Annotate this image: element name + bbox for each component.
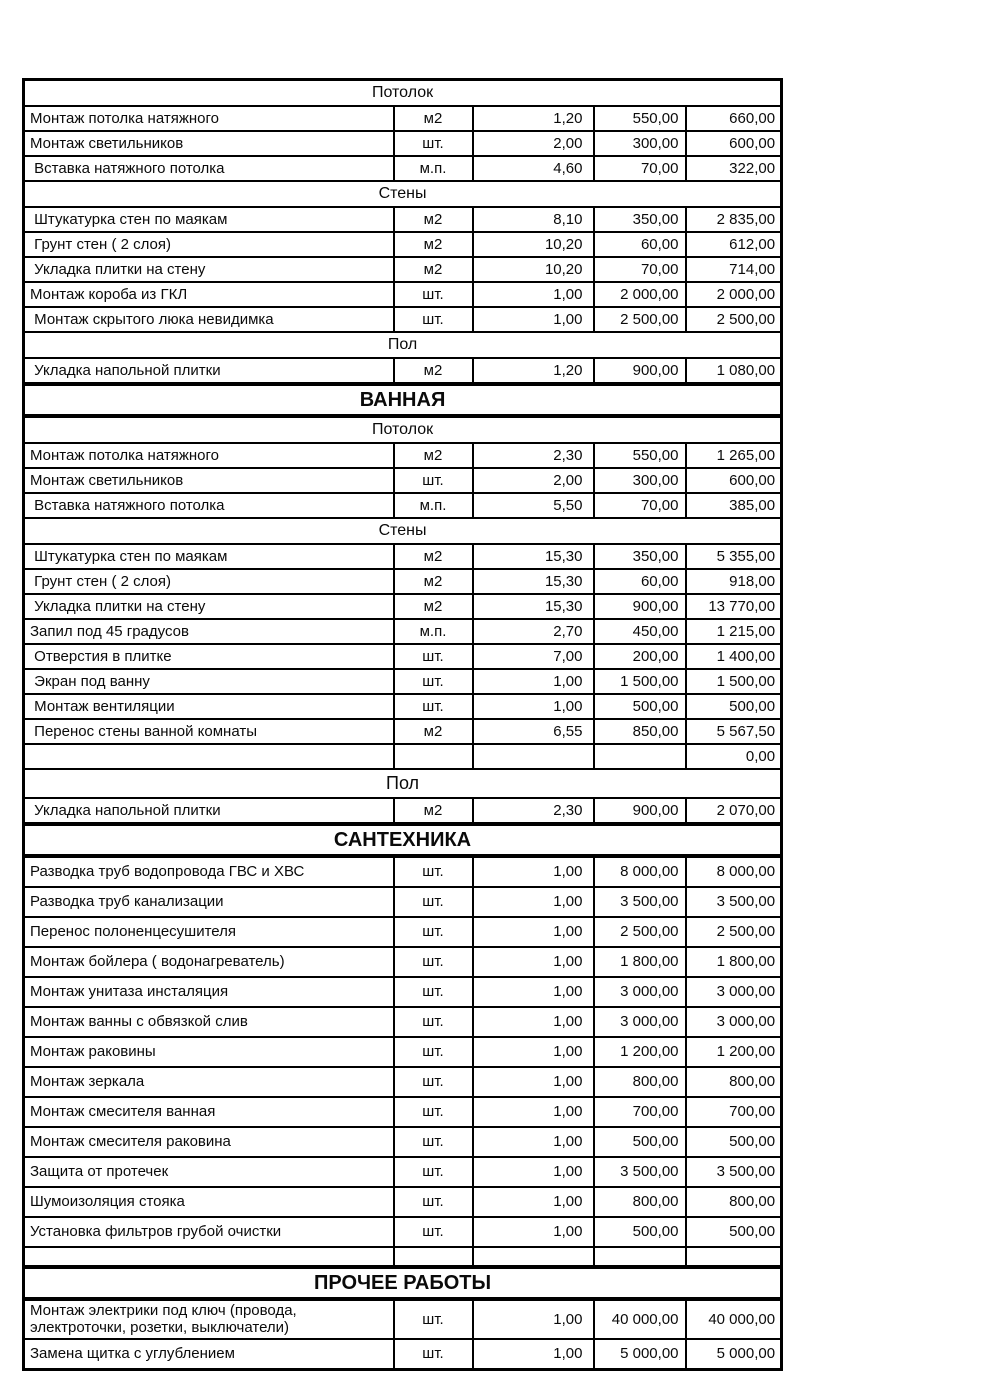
table-row xyxy=(24,694,782,719)
cell-qty: 1,00 xyxy=(473,1127,594,1157)
cell-name: Укладка напольной плитки xyxy=(24,358,394,384)
cell-name xyxy=(24,1247,394,1267)
cell-price: 8 000,00 xyxy=(594,856,686,887)
cell-total xyxy=(686,1247,782,1267)
cell-total: 500,00 xyxy=(686,694,782,719)
header-label: Пол xyxy=(24,769,782,798)
cell-price: 3 500,00 xyxy=(594,1157,686,1187)
cell-total: 2 500,00 xyxy=(686,307,782,332)
cell-total: 13 770,00 xyxy=(686,594,782,619)
cell-total: 1 200,00 xyxy=(686,1037,782,1067)
table-row xyxy=(24,1299,782,1339)
table-row xyxy=(24,307,782,332)
table-row xyxy=(24,644,782,669)
cell-name: Перенос стены ванной комнаты xyxy=(24,719,394,744)
cell-name: Монтаж потолка натяжного xyxy=(24,106,394,131)
table-row xyxy=(24,1339,782,1370)
cell-unit: м.п. xyxy=(394,493,473,518)
cell-total: 2 000,00 xyxy=(686,282,782,307)
cell-total: 322,00 xyxy=(686,156,782,181)
table-row xyxy=(24,744,782,769)
cell-total: 1 400,00 xyxy=(686,644,782,669)
table-row xyxy=(24,1097,782,1127)
cell-name: Штукатурка стен по маякам xyxy=(24,544,394,569)
cell-price: 1 200,00 xyxy=(594,1037,686,1067)
cell-unit: м2 xyxy=(394,257,473,282)
cell-unit: шт. xyxy=(394,669,473,694)
cell-name: Монтаж бойлера ( водонагреватель) xyxy=(24,947,394,977)
cell-qty: 2,70 xyxy=(473,619,594,644)
cell-name: Вставка натяжного потолка xyxy=(24,156,394,181)
cell-price xyxy=(594,744,686,769)
group-header-row xyxy=(24,332,782,358)
cell-price: 350,00 xyxy=(594,207,686,232)
cell-unit: шт. xyxy=(394,1187,473,1217)
cell-unit: шт. xyxy=(394,1037,473,1067)
cell-price: 40 000,00 xyxy=(594,1299,686,1339)
cell-price: 3 000,00 xyxy=(594,1007,686,1037)
table-row xyxy=(24,856,782,887)
cell-qty: 1,00 xyxy=(473,1339,594,1370)
group-header-row xyxy=(24,769,782,798)
cell-unit: шт. xyxy=(394,977,473,1007)
cell-unit: м2 xyxy=(394,207,473,232)
table-row xyxy=(24,798,782,824)
cell-qty: 1,00 xyxy=(473,282,594,307)
cell-qty: 15,30 xyxy=(473,544,594,569)
cell-name: Грунт стен ( 2 слоя) xyxy=(24,569,394,594)
cell-name: Разводка труб водопровода ГВС и ХВС xyxy=(24,856,394,887)
table-row xyxy=(24,887,782,917)
header-label: Стены xyxy=(24,518,782,544)
cell-unit: шт. xyxy=(394,468,473,493)
cell-unit: м2 xyxy=(394,569,473,594)
cell-price: 2 500,00 xyxy=(594,307,686,332)
cell-unit: шт. xyxy=(394,1339,473,1370)
cell-qty: 1,20 xyxy=(473,358,594,384)
cell-unit: шт. xyxy=(394,887,473,917)
cell-qty: 1,00 xyxy=(473,1299,594,1339)
table-row xyxy=(24,232,782,257)
cell-total: 1 265,00 xyxy=(686,443,782,468)
cell-qty: 1,00 xyxy=(473,1097,594,1127)
cell-price: 3 000,00 xyxy=(594,977,686,1007)
cell-name: Экран под ванну xyxy=(24,669,394,694)
cell-qty: 1,00 xyxy=(473,856,594,887)
cell-name: Монтаж потолка натяжного xyxy=(24,443,394,468)
cell-unit: м.п. xyxy=(394,156,473,181)
cell-qty xyxy=(473,744,594,769)
cell-qty: 15,30 xyxy=(473,569,594,594)
cell-unit: шт. xyxy=(394,694,473,719)
cell-name: Штукатурка стен по маякам xyxy=(24,207,394,232)
table-row xyxy=(24,1127,782,1157)
cell-name: Замена щитка с углублением xyxy=(24,1339,394,1370)
cell-name: Защита от протечек xyxy=(24,1157,394,1187)
cell-name: Монтаж унитаза инсталяция xyxy=(24,977,394,1007)
table-row xyxy=(24,947,782,977)
cell-unit: шт. xyxy=(394,947,473,977)
cell-total: 800,00 xyxy=(686,1067,782,1097)
cell-qty: 2,30 xyxy=(473,443,594,468)
cell-total: 918,00 xyxy=(686,569,782,594)
cell-unit: шт. xyxy=(394,1127,473,1157)
cell-qty: 7,00 xyxy=(473,644,594,669)
cell-name: Вставка натяжного потолка xyxy=(24,493,394,518)
cell-qty: 1,00 xyxy=(473,917,594,947)
table-row xyxy=(24,1157,782,1187)
cell-unit: м2 xyxy=(394,106,473,131)
cell-total: 3 500,00 xyxy=(686,1157,782,1187)
header-label: САНТЕХНИКА xyxy=(24,824,782,856)
section-header-row xyxy=(24,1267,782,1299)
cell-unit: шт. xyxy=(394,856,473,887)
cell-qty: 1,00 xyxy=(473,669,594,694)
cell-price: 550,00 xyxy=(594,106,686,131)
cell-name: Укладка плитки на стену xyxy=(24,594,394,619)
cell-qty: 1,00 xyxy=(473,1037,594,1067)
cell-price: 3 500,00 xyxy=(594,887,686,917)
table-row xyxy=(24,1247,782,1267)
cell-total: 660,00 xyxy=(686,106,782,131)
cell-unit: м2 xyxy=(394,719,473,744)
cell-unit: шт. xyxy=(394,644,473,669)
cell-price: 450,00 xyxy=(594,619,686,644)
cell-total: 2 070,00 xyxy=(686,798,782,824)
cell-price xyxy=(594,1247,686,1267)
cell-unit: шт. xyxy=(394,1097,473,1127)
cell-unit: м2 xyxy=(394,232,473,257)
table-row xyxy=(24,619,782,644)
cell-qty: 1,20 xyxy=(473,106,594,131)
cell-qty: 8,10 xyxy=(473,207,594,232)
cell-price: 500,00 xyxy=(594,1217,686,1247)
cell-total: 385,00 xyxy=(686,493,782,518)
cell-price: 500,00 xyxy=(594,694,686,719)
cell-total: 800,00 xyxy=(686,1187,782,1217)
cell-price: 70,00 xyxy=(594,493,686,518)
cell-qty: 10,20 xyxy=(473,232,594,257)
table-row xyxy=(24,569,782,594)
cell-total: 600,00 xyxy=(686,468,782,493)
table-row xyxy=(24,719,782,744)
table-row xyxy=(24,917,782,947)
header-label: ВАННАЯ xyxy=(24,384,782,416)
cell-qty: 5,50 xyxy=(473,493,594,518)
cell-name: Установка фильтров грубой очистки xyxy=(24,1217,394,1247)
table-row xyxy=(24,358,782,384)
cell-unit: м.п. xyxy=(394,619,473,644)
cell-price: 1 500,00 xyxy=(594,669,686,694)
cell-total: 40 000,00 xyxy=(686,1299,782,1339)
cell-qty: 10,20 xyxy=(473,257,594,282)
cell-qty: 6,55 xyxy=(473,719,594,744)
cell-price: 350,00 xyxy=(594,544,686,569)
table-row xyxy=(24,493,782,518)
header-label: ПРОЧЕЕ РАБОТЫ xyxy=(24,1267,782,1299)
cell-unit: шт. xyxy=(394,131,473,156)
cell-price: 700,00 xyxy=(594,1097,686,1127)
cell-unit: м2 xyxy=(394,358,473,384)
table-row xyxy=(24,1067,782,1097)
estimate-table xyxy=(22,78,783,1371)
cell-qty: 2,00 xyxy=(473,468,594,493)
cell-total: 600,00 xyxy=(686,131,782,156)
cell-unit: шт. xyxy=(394,1217,473,1247)
cell-total: 500,00 xyxy=(686,1127,782,1157)
cell-qty: 4,60 xyxy=(473,156,594,181)
cell-price: 60,00 xyxy=(594,232,686,257)
cell-total: 1 080,00 xyxy=(686,358,782,384)
section-header-row xyxy=(24,384,782,416)
cell-price: 70,00 xyxy=(594,257,686,282)
group-header-row xyxy=(24,416,782,443)
cell-total: 3 000,00 xyxy=(686,1007,782,1037)
cell-total: 714,00 xyxy=(686,257,782,282)
cell-name: Запил под 45 градусов xyxy=(24,619,394,644)
header-label: Потолок xyxy=(24,416,782,443)
cell-name: Перенос полоненцесушителя xyxy=(24,917,394,947)
cell-price: 800,00 xyxy=(594,1187,686,1217)
cell-unit: м2 xyxy=(394,594,473,619)
table-row xyxy=(24,156,782,181)
cell-total: 500,00 xyxy=(686,1217,782,1247)
cell-unit: м2 xyxy=(394,443,473,468)
cell-name: Монтаж вентиляции xyxy=(24,694,394,719)
cell-price: 900,00 xyxy=(594,594,686,619)
cell-name: Разводка труб канализации xyxy=(24,887,394,917)
cell-total: 612,00 xyxy=(686,232,782,257)
cell-qty: 2,00 xyxy=(473,131,594,156)
cell-total: 5 567,50 xyxy=(686,719,782,744)
cell-name: Отверстия в плитке xyxy=(24,644,394,669)
cell-unit: шт. xyxy=(394,307,473,332)
cell-unit: м2 xyxy=(394,798,473,824)
cell-qty: 1,00 xyxy=(473,1157,594,1187)
cell-qty xyxy=(473,1247,594,1267)
group-header-row xyxy=(24,518,782,544)
table-row xyxy=(24,207,782,232)
table-row xyxy=(24,106,782,131)
cell-price: 5 000,00 xyxy=(594,1339,686,1370)
table-row xyxy=(24,544,782,569)
cell-unit xyxy=(394,1247,473,1267)
cell-qty: 1,00 xyxy=(473,1067,594,1097)
table-row xyxy=(24,257,782,282)
cell-unit: м2 xyxy=(394,544,473,569)
cell-price: 850,00 xyxy=(594,719,686,744)
cell-name: Монтаж смесителя ванная xyxy=(24,1097,394,1127)
cell-name: Монтаж электрики под ключ (провода, электроточки, розетки, выключатели) xyxy=(24,1299,394,1339)
cell-qty: 1,00 xyxy=(473,1007,594,1037)
cell-price: 200,00 xyxy=(594,644,686,669)
cell-qty: 15,30 xyxy=(473,594,594,619)
table-row xyxy=(24,977,782,1007)
cell-price: 1 800,00 xyxy=(594,947,686,977)
cell-price: 2 000,00 xyxy=(594,282,686,307)
cell-name: Монтаж смесителя раковина xyxy=(24,1127,394,1157)
cell-name: Монтаж ванны с обвязкой слив xyxy=(24,1007,394,1037)
cell-name xyxy=(24,744,394,769)
cell-name: Монтаж раковины xyxy=(24,1037,394,1067)
cell-total: 1 500,00 xyxy=(686,669,782,694)
cell-name: Монтаж короба из ГКЛ xyxy=(24,282,394,307)
group-header-row xyxy=(24,80,782,107)
cell-price: 2 500,00 xyxy=(594,917,686,947)
group-header-row xyxy=(24,181,782,207)
cell-price: 550,00 xyxy=(594,443,686,468)
header-label: Стены xyxy=(24,181,782,207)
cell-qty: 2,30 xyxy=(473,798,594,824)
table-row xyxy=(24,1007,782,1037)
cell-name: Монтаж скрытого люка невидимка xyxy=(24,307,394,332)
cell-total: 0,00 xyxy=(686,744,782,769)
table-row xyxy=(24,443,782,468)
table-row xyxy=(24,1217,782,1247)
cell-name: Шумоизоляция стояка xyxy=(24,1187,394,1217)
cell-price: 300,00 xyxy=(594,468,686,493)
cell-total: 700,00 xyxy=(686,1097,782,1127)
cell-qty: 1,00 xyxy=(473,307,594,332)
cell-total: 2 500,00 xyxy=(686,917,782,947)
cell-price: 800,00 xyxy=(594,1067,686,1097)
cell-name: Монтаж зеркала xyxy=(24,1067,394,1097)
cell-price: 300,00 xyxy=(594,131,686,156)
cell-qty: 1,00 xyxy=(473,977,594,1007)
cell-price: 900,00 xyxy=(594,798,686,824)
cell-total: 5 000,00 xyxy=(686,1339,782,1370)
cell-unit: шт. xyxy=(394,1299,473,1339)
table-row xyxy=(24,669,782,694)
cell-name: Укладка напольной плитки xyxy=(24,798,394,824)
cell-total: 8 000,00 xyxy=(686,856,782,887)
cell-qty: 1,00 xyxy=(473,1217,594,1247)
cell-qty: 1,00 xyxy=(473,1187,594,1217)
cell-unit: шт. xyxy=(394,1157,473,1187)
cell-unit xyxy=(394,744,473,769)
cell-unit: шт. xyxy=(394,917,473,947)
cell-name: Грунт стен ( 2 слоя) xyxy=(24,232,394,257)
cell-price: 500,00 xyxy=(594,1127,686,1157)
cell-price: 900,00 xyxy=(594,358,686,384)
cell-total: 2 835,00 xyxy=(686,207,782,232)
table-row xyxy=(24,282,782,307)
cell-qty: 1,00 xyxy=(473,947,594,977)
section-header-row xyxy=(24,824,782,856)
table-row xyxy=(24,468,782,493)
cell-name: Укладка плитки на стену xyxy=(24,257,394,282)
cell-total: 1 800,00 xyxy=(686,947,782,977)
table-row xyxy=(24,131,782,156)
table-row xyxy=(24,1037,782,1067)
cell-qty: 1,00 xyxy=(473,887,594,917)
cell-qty: 1,00 xyxy=(473,694,594,719)
cell-unit: шт. xyxy=(394,1007,473,1037)
cell-total: 5 355,00 xyxy=(686,544,782,569)
cell-total: 3 000,00 xyxy=(686,977,782,1007)
table-row xyxy=(24,1187,782,1217)
cell-total: 1 215,00 xyxy=(686,619,782,644)
header-label: Потолок xyxy=(24,80,782,107)
cell-unit: шт. xyxy=(394,1067,473,1097)
cell-name: Монтаж светильников xyxy=(24,468,394,493)
cell-total: 3 500,00 xyxy=(686,887,782,917)
cell-price: 60,00 xyxy=(594,569,686,594)
cell-unit: шт. xyxy=(394,282,473,307)
cell-name: Монтаж светильников xyxy=(24,131,394,156)
estimate-table-body xyxy=(24,80,782,1370)
cell-price: 70,00 xyxy=(594,156,686,181)
header-label: Пол xyxy=(24,332,782,358)
table-row xyxy=(24,594,782,619)
